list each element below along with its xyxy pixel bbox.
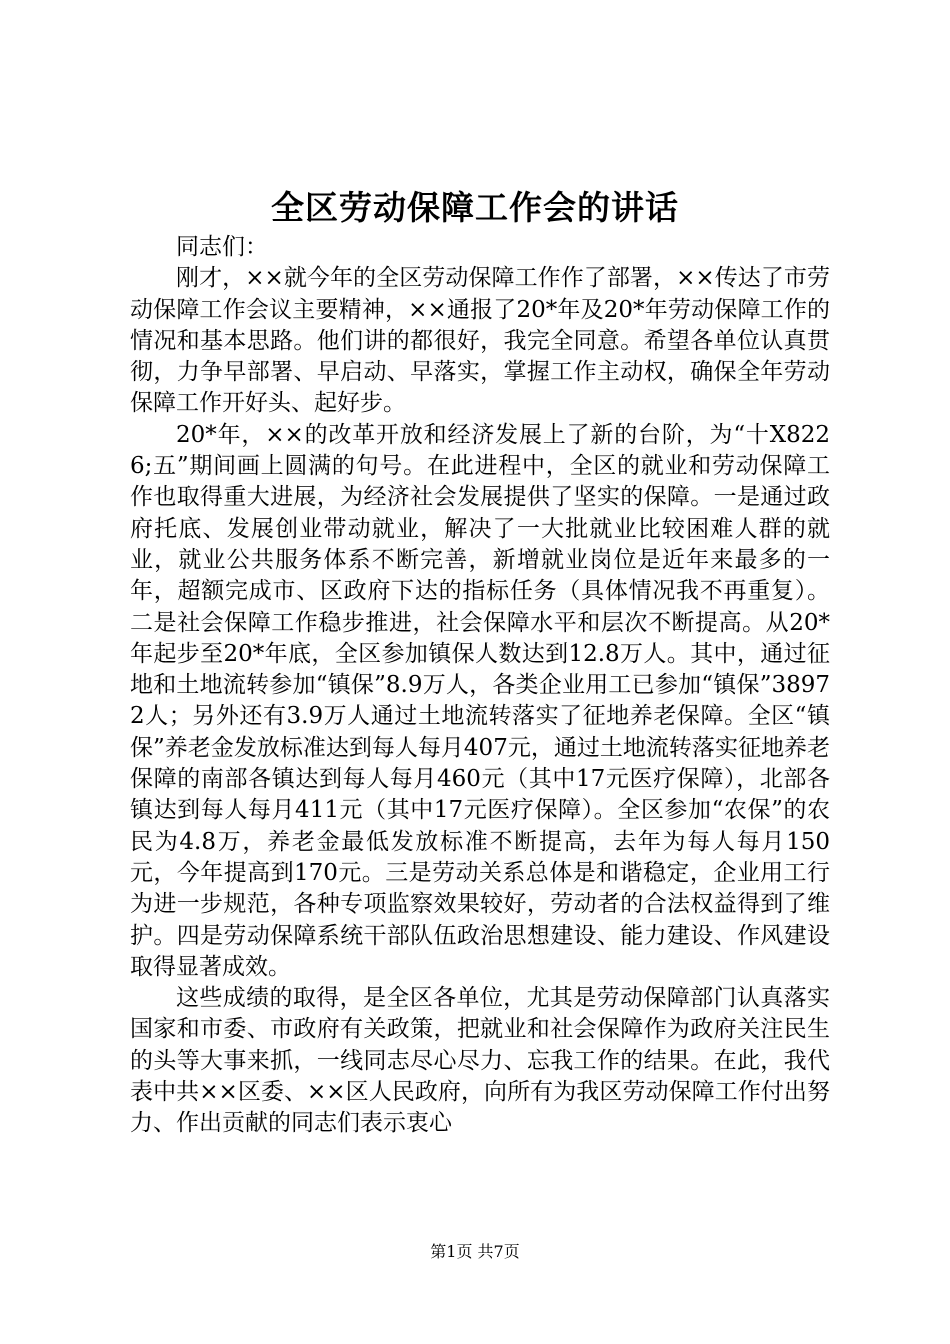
body-paragraph: 刚才，××就今年的全区劳动保障工作作了部署，××传达了市劳动保障工作会议主要精神，××通报了20*年及20*年劳动保障工作的情况和基本思路。他们讲的都很好，我完全同意。希望各单位认真贯彻，力争早部署、早启动、早落实，掌握工作主动权，确保全年劳动保障工作开好头、起好步。 [130,265,830,417]
page-footer: 第1页 共7页 [430,1242,520,1261]
body-paragraph: 这些成绩的取得，是全区各单位，尤其是劳动保障部门认真落实国家和市委、市政府有关政策，把就业和社会保障作为政府关注民生的头等大事来抓，一线同志尽心尽力、忘我工作的结果。在此，我代表中共××区委、××区人民政府，向所有为我区劳动保障工作付出努力、作出贡献的同志们表示衷心 [130,985,830,1137]
salutation-paragraph: 同志们： [176,234,268,260]
document-title: 全区劳动保障工作会的讲话 [271,188,679,227]
body-paragraph: 20*年，××的改革开放和经济发展上了新的台阶，为“十X8226;五”期间画上圆满的句号。在此进程中，全区的就业和劳动保障工作也取得重大进展，为经济社会发展提供了坚实的保障。一是通过政府托底、发展创业带动就业，解决了一大批就业比较困难人群的就业，就业公共服务体系不断完善，新增就业岗位是近年来最多的一年，超额完成市、区政府下达的指标任务（具体情况我不再重复）。二是社会保障工作稳步推进，社会保障水平和层次不断提高。从20*年起步至20*年底，全区参加镇保人数达到12.8万人。其中，通过征地和土地流转参加“镇保”8.9万人，各类企业用工已参加“镇保”38972人；另外还有3.9万人通过土地流转落实了征地养老保障。全区“镇保”养老金发放标准达到每人每月407元，通过土地流转落实征地养老保障的南部各镇达到每人每月460元（其中17元医疗保障），北部各镇达到每人每月411元（其中17元医疗保障）。全区参加“农保”的农民为4.8万，养老金最低发放标准不断提高，去年为每人每月150元，今年提高到170元。三是劳动关系总体是和谐稳定，企业用工行为进一步规范，各种专项监察效果较好，劳动者的合法权益得到了维护。四是劳动保障系统干部队伍政治思想建设、能力建设、作风建设取得显著成效。 [130,421,830,980]
document-body [130,232,830,1140]
